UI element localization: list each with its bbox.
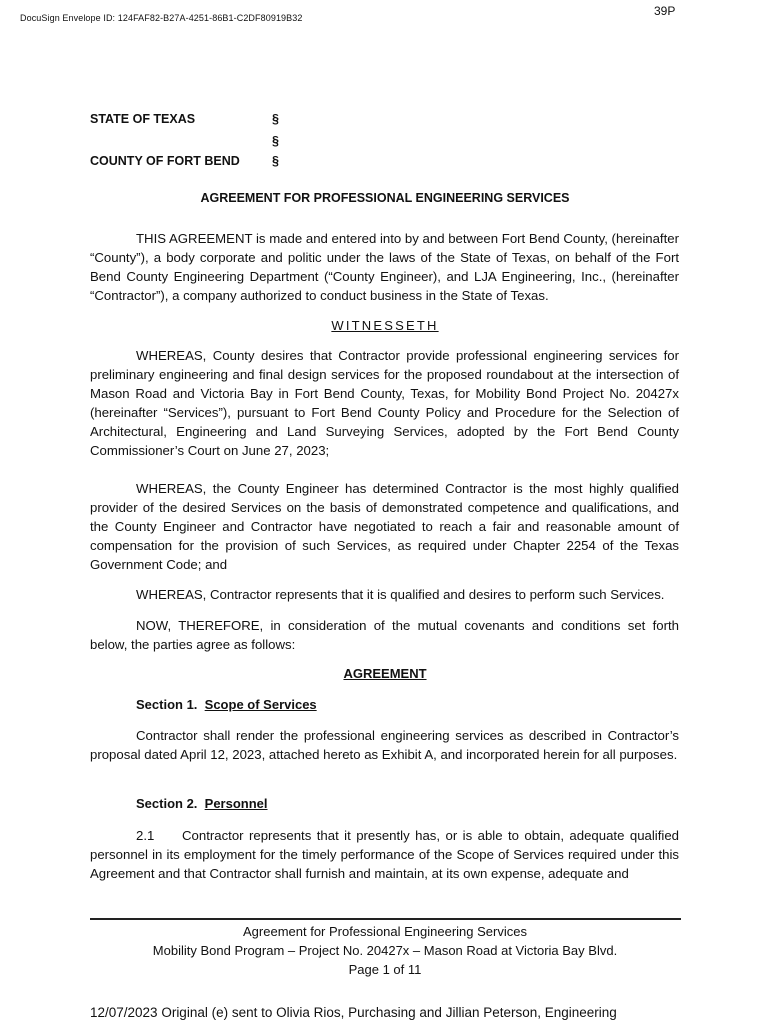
intro-paragraph: THIS AGREEMENT is made and entered into by and between Fort Bend County, (hereinafter “County”), a body corporate and politic under the laws of the State of Texas, on behalf of the Fort Bend County Engineering Department (“County Engineer), and LJA Engineering, Inc., (hereinafter “Contractor”), a company authorized to conduct business in the State of Texas. xyxy=(90,231,679,303)
page-tag: 39P xyxy=(654,4,676,18)
section-mark-2: § xyxy=(272,134,279,148)
clause-body: Contractor represents that it presently has, or is able to obtain, adequate qualified personnel in its employment for the timely performance of the Scope of Services required under this Agreement and that Contractor shall furnish and maintain, at its own expense, adequate and xyxy=(90,828,679,881)
footer-page-number: Page 1 of 11 xyxy=(348,962,422,977)
agreement-heading: AGREEMENT xyxy=(343,666,427,681)
clause-number: 2.1 xyxy=(136,828,155,843)
caption-state: STATE OF TEXAS xyxy=(90,112,196,126)
section-2-clause xyxy=(90,826,679,883)
section-1-number: Section 1. xyxy=(136,697,198,712)
section-2-title: Personnel xyxy=(204,796,268,811)
distribution-note: 12/07/2023 Original (e) sent to Olivia Rios, Purchasing and Jillian Peterson, Engineering xyxy=(90,1005,617,1020)
section-1-title: Scope of Services xyxy=(204,697,317,712)
footer-divider xyxy=(90,918,681,920)
document-title: AGREEMENT FOR PROFESSIONAL ENGINEERING SERVICES xyxy=(200,191,570,205)
now-therefore-paragraph: NOW, THEREFORE, in consideration of the mutual covenants and conditions set forth below, the parties agree as follows: xyxy=(90,618,679,652)
whereas-paragraph-3: WHEREAS, Contractor represents that it is qualified and desires to perform such Services. xyxy=(136,587,665,602)
section-2-heading xyxy=(136,796,268,811)
footer-line-2: Mobility Bond Program – Project No. 20427x – Mason Road at Victoria Bay Blvd. xyxy=(152,943,618,958)
section-2-number: Section 2. xyxy=(136,796,198,811)
section-mark-3: § xyxy=(272,154,279,168)
section-mark-1: § xyxy=(272,112,279,126)
section-1-body: Contractor shall render the professional engineering services as described in Contractor’s proposal dated April 12, 2023, attached hereto as Exhibit A, and incorporated herein for all purposes. xyxy=(90,728,679,762)
witnesseth-heading: WITNESSETH xyxy=(331,318,439,333)
whereas-paragraph-1: WHEREAS, County desires that Contractor provide professional engineering services for preliminary engineering and final design services for the proposed roundabout at the intersection of Mason Road and Victoria Bay in Fort Bend County, Texas, for Mobility Bond Project No. 20427x (hereinafter “Services”), pursuant to Fort Bend County Policy and Procedure for the Selection of Architectural, Engineering and Land Surveying Services, adopted by the Fort Bend County Commissioner’s Court on June 27, 2023; xyxy=(90,348,679,458)
caption-county: COUNTY OF FORT BEND xyxy=(90,154,240,168)
whereas-paragraph-2: WHEREAS, the County Engineer has determined Contractor is the most highly qualified provider of the desired Services on the basis of demonstrated competence and qualifications, and the County Engineer and Contractor have negotiated to reach a fair and reasonable amount of compensation for the provision of such Services, as required under Chapter 2254 of the Texas Government Code; and xyxy=(90,481,679,572)
docusign-envelope-id: DocuSign Envelope ID: 124FAF82-B27A-4251-86B1-C2DF80919B32 xyxy=(20,13,303,23)
footer-line-1: Agreement for Professional Engineering Services xyxy=(243,924,527,939)
section-1-heading xyxy=(136,697,317,712)
